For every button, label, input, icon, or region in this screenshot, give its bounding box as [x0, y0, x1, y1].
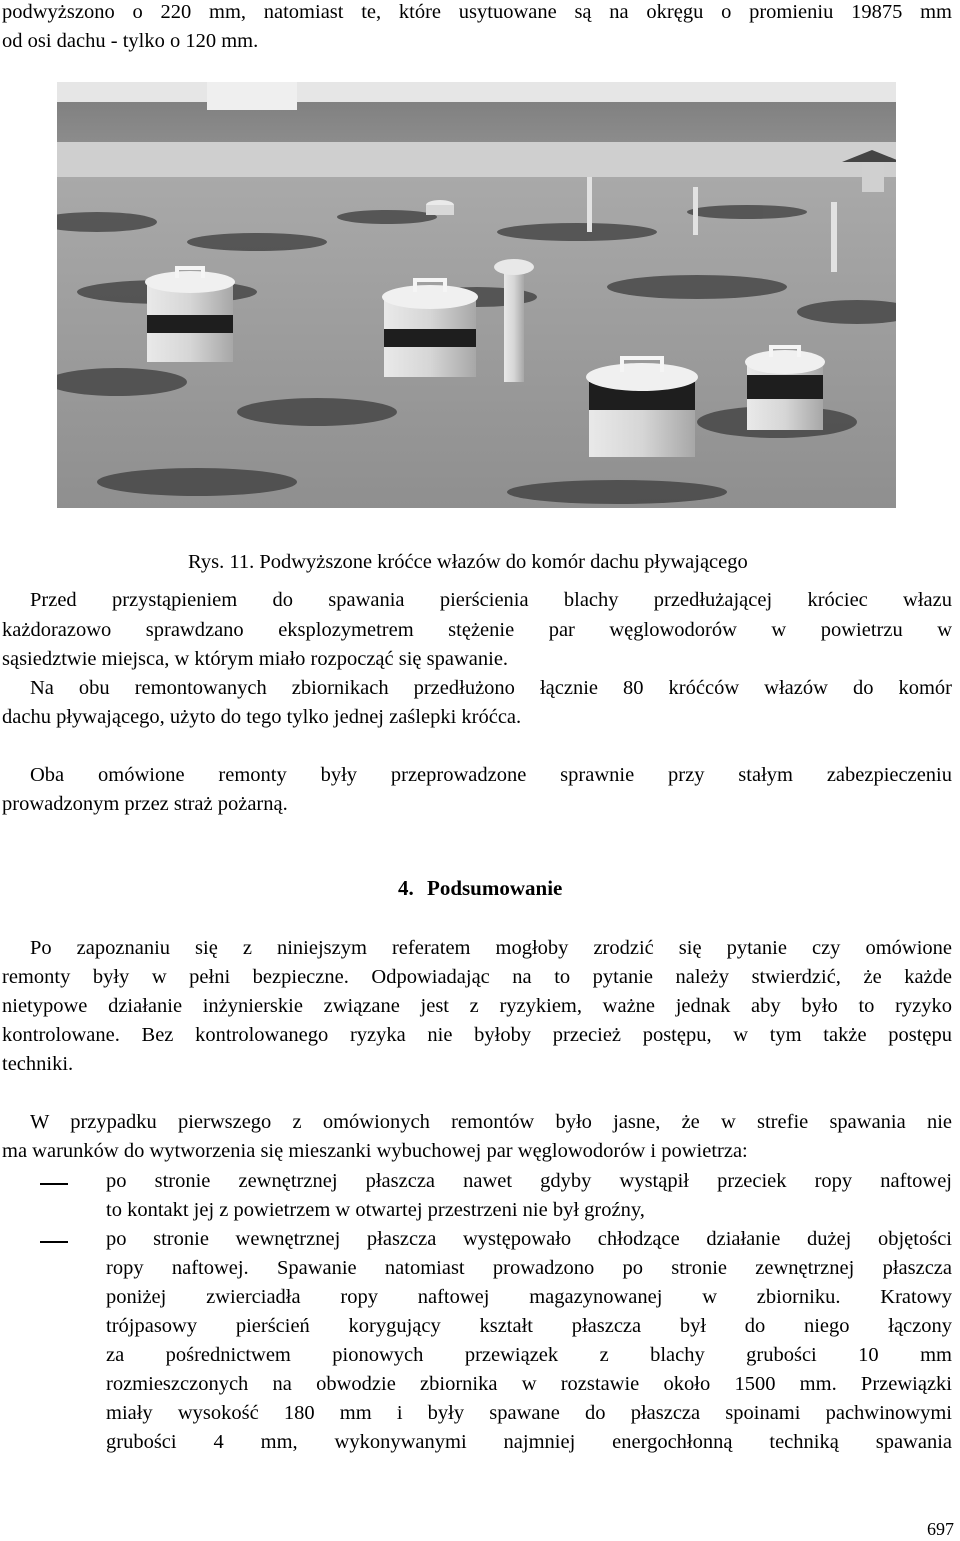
- text-line: kontrolowane. Bez kontrolowanego ryzyka nie byłoby przecież postępu, w tym także postępu: [2, 1024, 952, 1046]
- text-line: Oba omówione remonty były przeprowadzone sprawnie przy stałym zabezpieczeniu: [30, 764, 952, 786]
- bullet-line: po stronie zewnętrznej płaszcza nawet gdyby wystąpił przeciek ropy naftowej: [106, 1170, 952, 1192]
- page-number: 697: [927, 1519, 954, 1539]
- text-line: każdorazowo sprawdzano eksplozymetrem stężenie par węglowodorów w powietrzu w: [2, 619, 952, 641]
- bullet-line: rozmieszczonych na obwodzie zbiornika w rozstawie około 1500 mm. Przewiązki: [106, 1373, 952, 1395]
- bullet-line: trójpasowy pierścień korygujący kształt płaszcza był do niego łączony: [106, 1315, 952, 1337]
- bullet-line: po stronie wewnętrznej płaszcza występowało chłodzące działanie dużej objętości: [106, 1228, 952, 1250]
- text-line: remonty były w pełni bezpieczne. Odpowiadając na to pytanie należy stwierdzić, że każde: [2, 966, 952, 988]
- section-title: Podsumowanie: [427, 876, 563, 900]
- text-line: od osi dachu - tylko o 120 mm.: [2, 30, 259, 52]
- text-line: sąsiedztwie miejsca, w którym miało rozpocząć się spawanie.: [2, 648, 509, 670]
- bullet-line: to kontakt jej z powietrzem w otwartej przestrzeni nie był groźny,: [106, 1199, 645, 1221]
- bullet-line: grubości 4 mm, wykonywanymi najmniej energochłonną techniką spawania: [106, 1431, 952, 1453]
- text-line: nietypowe działanie inżynierskie związane jest z ryzykiem, ważne jednak aby było to ryzyko: [2, 995, 952, 1017]
- bullet-dash: [40, 1183, 68, 1185]
- text-line: dachu pływającego, użyto do tego tylko jednej zaślepki króćca.: [2, 706, 522, 728]
- text-line: Przed przystąpieniem do spawania pierścienia blachy przedłużającej króciec włazu: [30, 589, 952, 611]
- bullet-line: za pośrednictwem pionowych przewiązek z blachy grubości 10 mm: [106, 1344, 952, 1366]
- figure-photo: [57, 82, 896, 508]
- bullet-dash: [40, 1241, 68, 1243]
- figure-caption: Rys. 11. Podwyższone króćce włazów do komór dachu pływającego: [188, 551, 748, 573]
- section-number: 4.: [398, 876, 414, 900]
- bullet-line: ropy naftowej. Spawanie natomiast prowadzono po stronie zewnętrznej płaszcza: [106, 1257, 952, 1279]
- text-line: Na obu remontowanych zbiornikach przedłużono łącznie 80 króćców włazów do komór: [30, 677, 952, 699]
- bullet-line: poniżej zwierciadła ropy naftowej magazynowanej w zbiorniku. Kratowy: [106, 1286, 952, 1308]
- text-line: podwyższono o 220 mm, natomiast te, które usytuowane są na okręgu o promieniu 19875 mm: [2, 1, 952, 23]
- text-line: W przypadku pierwszego z omówionych remontów było jasne, że w strefie spawania nie: [30, 1111, 952, 1133]
- text-line: techniki.: [2, 1053, 74, 1075]
- bullet-line: miały wysokość 180 mm i były spawane do płaszcza spoinami pachwinowymi: [106, 1402, 952, 1424]
- text-line: prowadzonym przez straż pożarną.: [2, 793, 288, 815]
- text-line: ma warunków do wytworzenia się mieszanki wybuchowej par węglowodorów i powietrza:: [2, 1140, 748, 1162]
- section-heading: [398, 878, 562, 899]
- text-line: Po zapoznaniu się z niniejszym referatem mogłoby zrodzić się pytanie czy omówione: [30, 937, 952, 959]
